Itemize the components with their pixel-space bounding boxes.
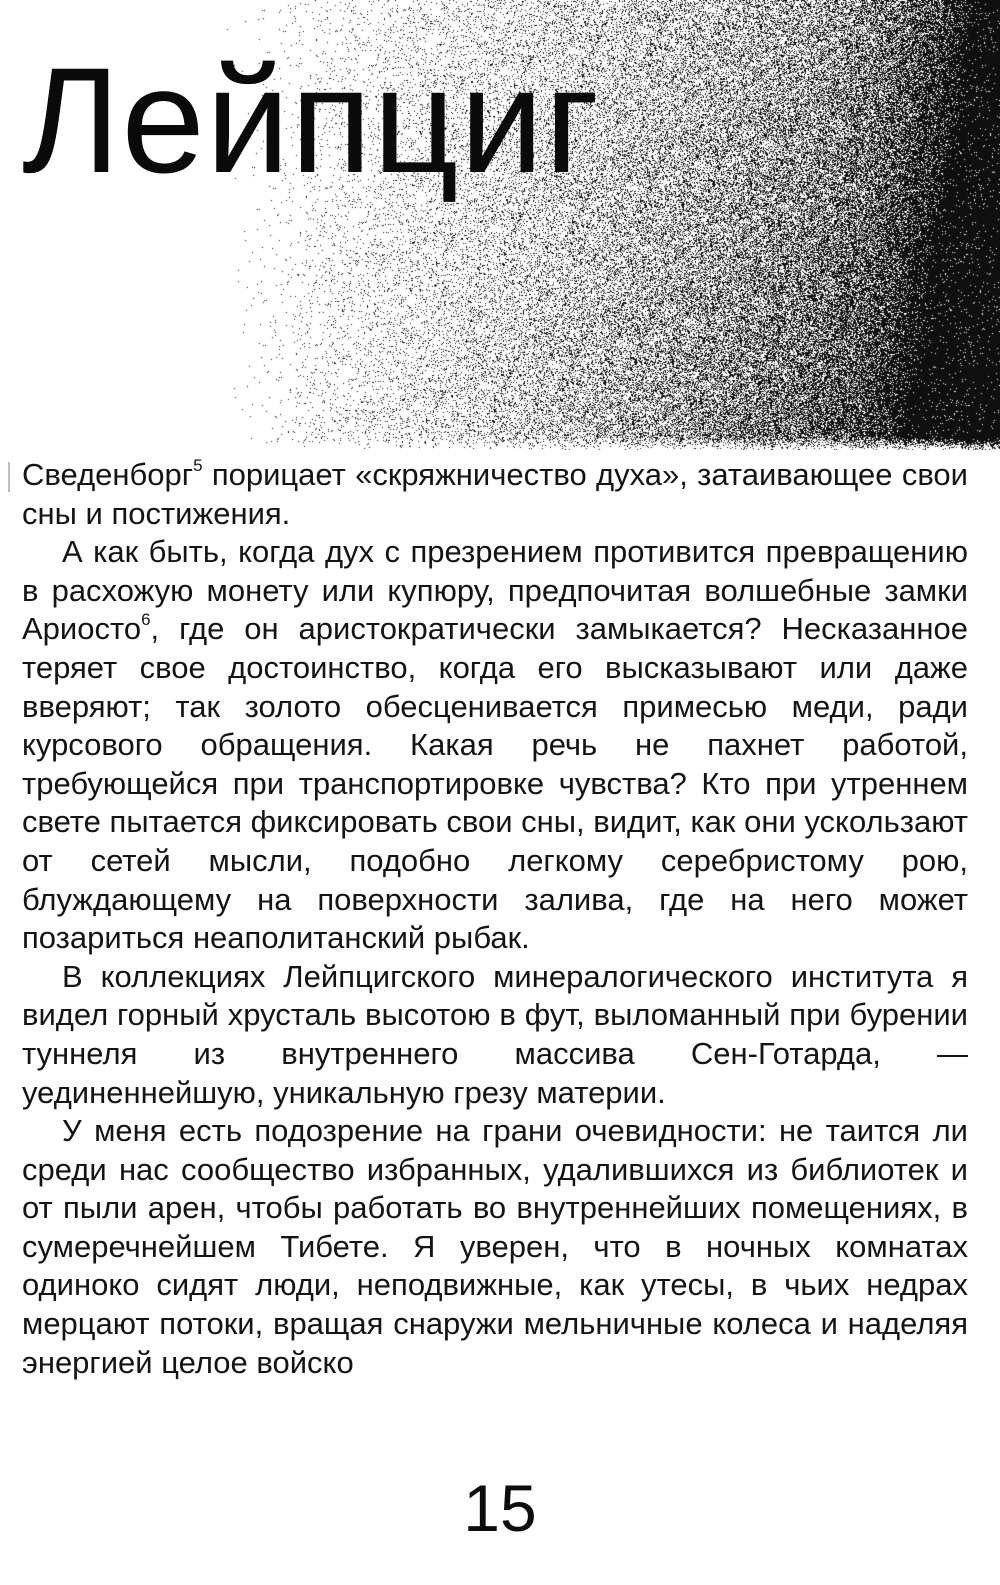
paragraph-text: А как быть, когда дух с презрением противится превращению в расхожую монету или купюру, предпочитая волшебные замки Ариосто [22, 534, 968, 647]
footnote-ref: 5 [193, 456, 203, 475]
paragraph-text: порицает «скряжничество духа», затаивающее свои сны и постижения. [22, 457, 968, 531]
paragraph [22, 533, 968, 958]
body-text [22, 456, 968, 1382]
paragraph-text: Сведенборг [22, 457, 194, 492]
paragraph-text: , где он аристократически замыкается? Несказанное теряет свое достоинство, когда его высказывают или даже вверяют; так золото обесценивается примесью меди, ради курсового обращения. Какая речь не пахнет работой, требующейся при транспортировке чувства? Кто при утреннем свете пытается фиксировать свои сны, видит, как они ускользают от сетей мысли, подобно легкому серебристому рою, блуждающему на поверхности залива, где на него может позариться неаполитанский рыбак. [22, 611, 968, 956]
paragraph-text: В коллекциях Лейпцигского минералогического института я видел горный хрусталь высотою в фут, выломанный при бурении туннеля из внутреннего массива Сен-Готарда, — уединеннейшую, уникальную грезу материи. [22, 958, 968, 1110]
margin-mark [8, 462, 10, 492]
paragraph-text: У меня есть подозрение на грани очевидности: не таится ли среди нас сообщество избранных, удалившихся из библиотек и от пыли арен, чтобы работать во внутреннейших помещениях, в сумеречнейшем Тибете. Я уверен, что в ночных комнатах одиноко сидят люди, неподвижные, как утесы, в чьих недрах мерцают потоки, вращая снаружи мельничные колеса и наделяя энергией целое войско [22, 1113, 968, 1380]
paragraph [22, 456, 968, 533]
chapter-title: Лейпциг [22, 36, 601, 204]
page-number: 15 [463, 1471, 537, 1545]
paragraph [22, 958, 968, 1112]
paragraph [22, 1112, 968, 1382]
footnote-ref: 6 [141, 610, 151, 630]
